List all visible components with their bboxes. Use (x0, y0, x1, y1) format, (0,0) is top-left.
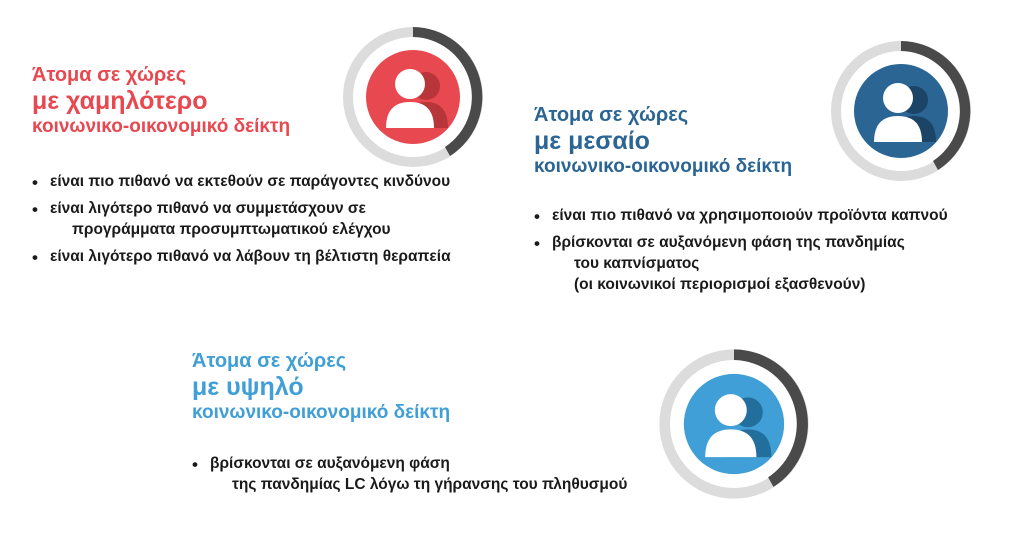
mid-title (534, 104, 792, 178)
high-bullet-text: βρίσκονται σε αυξανόμενη φάση (210, 455, 450, 472)
mid-bullet-list (534, 206, 1014, 302)
mid-bullet-continuation: του καπνίσματος (574, 254, 700, 272)
low-bullet-text: είναι λιγότερο πιθανό να λάβουν τη βέλτιστη θεραπεία (50, 247, 451, 265)
mid-title-line3: κοινωνικο-οικονομικό δείκτη (534, 155, 793, 177)
high-group-icon (654, 344, 814, 504)
low-bullet-text: είναι λιγότερο πιθανό να συμμετάσχουν σε (50, 199, 366, 217)
low-title-line1: Άτομα σε χώρες (32, 64, 187, 86)
high-title (192, 350, 450, 424)
mid-bullet-item (534, 233, 1014, 296)
high-bullet-item (192, 454, 632, 496)
mid-bullet-continuation: (οι κοινωνικοί περιορισμοί εξασθενούν) (574, 275, 866, 293)
low-title (32, 64, 290, 138)
low-bullet-item (32, 247, 512, 268)
mid-group-icon (826, 36, 976, 186)
low-bullet-list (32, 172, 512, 274)
high-title-line3: κοινωνικο-οικονομικό δείκτη (192, 401, 451, 423)
low-group-icon (338, 22, 488, 172)
high-bullet-list (192, 454, 632, 502)
mid-title-line1: Άτομα σε χώρες (534, 104, 689, 126)
high-title-line2: με υψηλό (192, 373, 304, 401)
mid-bullet-item (534, 206, 1014, 227)
mid-bullet-text: βρίσκονται σε αυξανόμενη φάση της πανδημίας (552, 233, 905, 251)
high-title-line1: Άτομα σε χώρες (192, 350, 347, 372)
low-bullet-continuation: προγράμματα προσυμπτωματικού ελέγχου (72, 220, 391, 238)
low-title-line3: κοινωνικο-οικονομικό δείκτη (32, 115, 291, 137)
low-bullet-item (32, 172, 512, 193)
low-bullet-text: είναι πιο πιθανό να εκτεθούν σε παράγοντες κινδύνου (50, 173, 451, 190)
low-title-line2: με χαμηλότερο (32, 87, 208, 115)
mid-bullet-text: είναι πιο πιθανό να χρησιμοποιούν προϊόντα καπνού (552, 207, 948, 224)
mid-title-line2: με μεσαίο (534, 127, 650, 155)
high-bullet-continuation: της πανδημίας LC λόγω τη γήρανσης του πληθυσμού (232, 475, 628, 493)
low-bullet-item (32, 199, 512, 241)
